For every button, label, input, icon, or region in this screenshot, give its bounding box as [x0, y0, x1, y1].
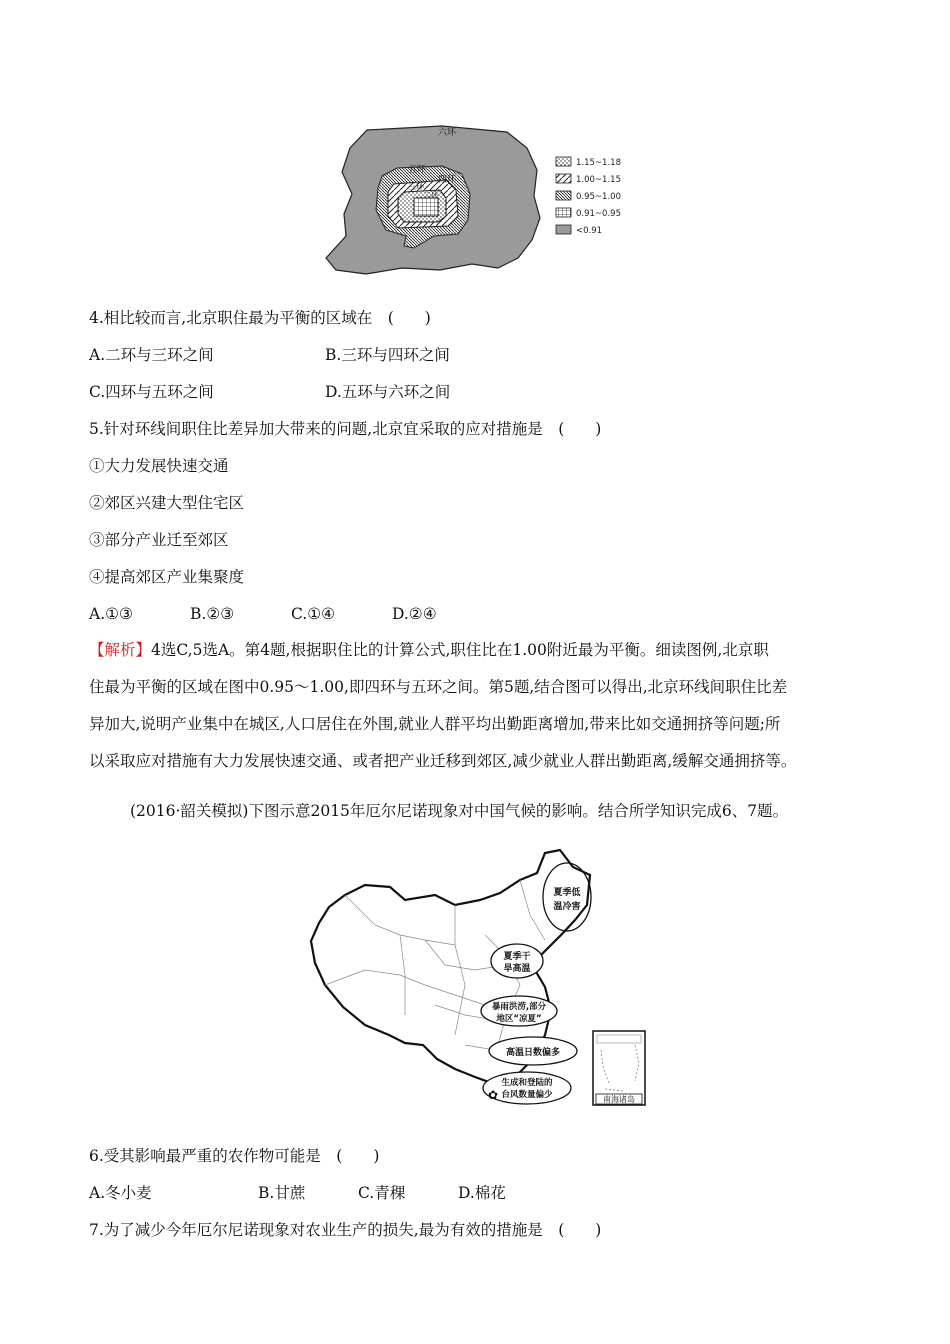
q5-item-3: ③部分产业迁至郊区 [89, 531, 229, 549]
analysis-line-4: 以采取应对措施有大力发展快速交通、或者把产业迁移到郊区,减少就业人群出勤距离,缓解交通拥挤等。 [89, 752, 797, 770]
analysis-block [89, 632, 859, 780]
question-6-stem: 6.受其影响最严重的农作物可能是 ( ) [89, 1147, 380, 1165]
map-label-cold-line2: 温冷害 [553, 902, 581, 912]
map-label-typhoon-line2: 台风数量偏少 [501, 1090, 553, 1100]
south-china-sea-inset [593, 1031, 645, 1105]
ring-label-5: 五环 [408, 165, 427, 175]
legend-label: 1.00~1.15 [576, 175, 621, 185]
analysis-text: 4选C,5选A。第4题,根据职住比的计算公式,职住比在1.00附近最为平衡。细读图例,北京职 [151, 641, 769, 659]
q4-option-b: B.三环与四环之间 [325, 346, 450, 364]
analysis-tag: 【解析】 [89, 641, 152, 659]
q5-option-b: B.②③ [190, 605, 235, 623]
legend-label: 1.15~1.18 [576, 158, 621, 168]
legend-label: <0.91 [576, 226, 603, 236]
q5-option-d: D.②④ [392, 605, 437, 623]
q5-item-1: ①大力发展快速交通 [89, 457, 229, 475]
china-elnino-map [305, 845, 650, 1110]
q6-option-d: D.棉花 [458, 1184, 506, 1202]
q6-option-a: A.冬小麦 [89, 1184, 152, 1202]
inset-label: 南海诸岛 [603, 1095, 635, 1104]
question-intro: (2016·韶关模拟)下图示意2015年厄尔尼诺现象对中国气候的影响。结合所学知识完成6、7题。 [130, 802, 789, 820]
map-legend [556, 157, 621, 236]
beijing-ring-map [322, 118, 632, 278]
typhoon-symbol: ✿ [488, 1088, 499, 1102]
map-label-drought-line1: 夏季干 [503, 952, 531, 962]
legend-label: 0.91~0.95 [576, 209, 621, 219]
q5-item-2: ②郊区兴建大型住宅区 [89, 494, 245, 512]
question-5-stem: 5.针对环线间职住比差异加大带来的问题,北京宜采取的应对措施是 ( ) [89, 420, 602, 438]
question-7-stem: 7.为了减少今年厄尔尼诺现象对农业生产的损失,最为有效的措施是 ( ) [89, 1221, 602, 1239]
q4-option-c: C.四环与五环之间 [89, 383, 214, 401]
analysis-line-2: 住最为平衡的区域在图中0.95～1.00,即四环与五环之间。第5题,结合图可以得出,北京环线间职住比差 [89, 678, 788, 696]
ring-label-6: 六环 [438, 128, 457, 138]
q6-option-c: C.青稞 [358, 1184, 406, 1202]
q5-item-4: ④提高郊区产业集聚度 [89, 568, 245, 586]
map-label-cold-line1: 夏季低 [553, 888, 581, 898]
map-label-heat: 高温日数偏多 [505, 1048, 561, 1058]
q4-option-a: A.二环与三环之间 [89, 346, 214, 364]
analysis-line-1 [89, 632, 859, 669]
ring-label-2: 二环 [424, 191, 438, 199]
legend-label: 0.95~1.00 [576, 192, 621, 202]
second-ring-region [414, 198, 438, 216]
map-label-drought-line2: 旱高温 [503, 964, 531, 974]
map-label-typhoon-line1: 生成和登陆的 [501, 1078, 553, 1088]
q6-option-b: B.甘蔗 [258, 1184, 306, 1202]
ring-label-3: 三环 [408, 182, 424, 191]
analysis-line-3: 异加大,说明产业集中在城区,人口居住在外围,就业人群平均出勤距离增加,带来比如交通拥挤等问题;所 [89, 715, 781, 733]
map-label-flood-line2: 地区“凉夏” [496, 1014, 542, 1024]
question-4-stem: 4.相比较而言,北京职住最为平衡的区域在 ( ) [89, 309, 431, 327]
q5-option-a: A.①③ [89, 605, 133, 623]
q4-option-d: D.五环与六环之间 [325, 383, 451, 401]
ring-label-4: 四环 [438, 175, 457, 185]
map-label-flood-line1: 暴雨洪涝,部分 [491, 1002, 547, 1012]
q5-option-c: C.①④ [291, 605, 336, 623]
